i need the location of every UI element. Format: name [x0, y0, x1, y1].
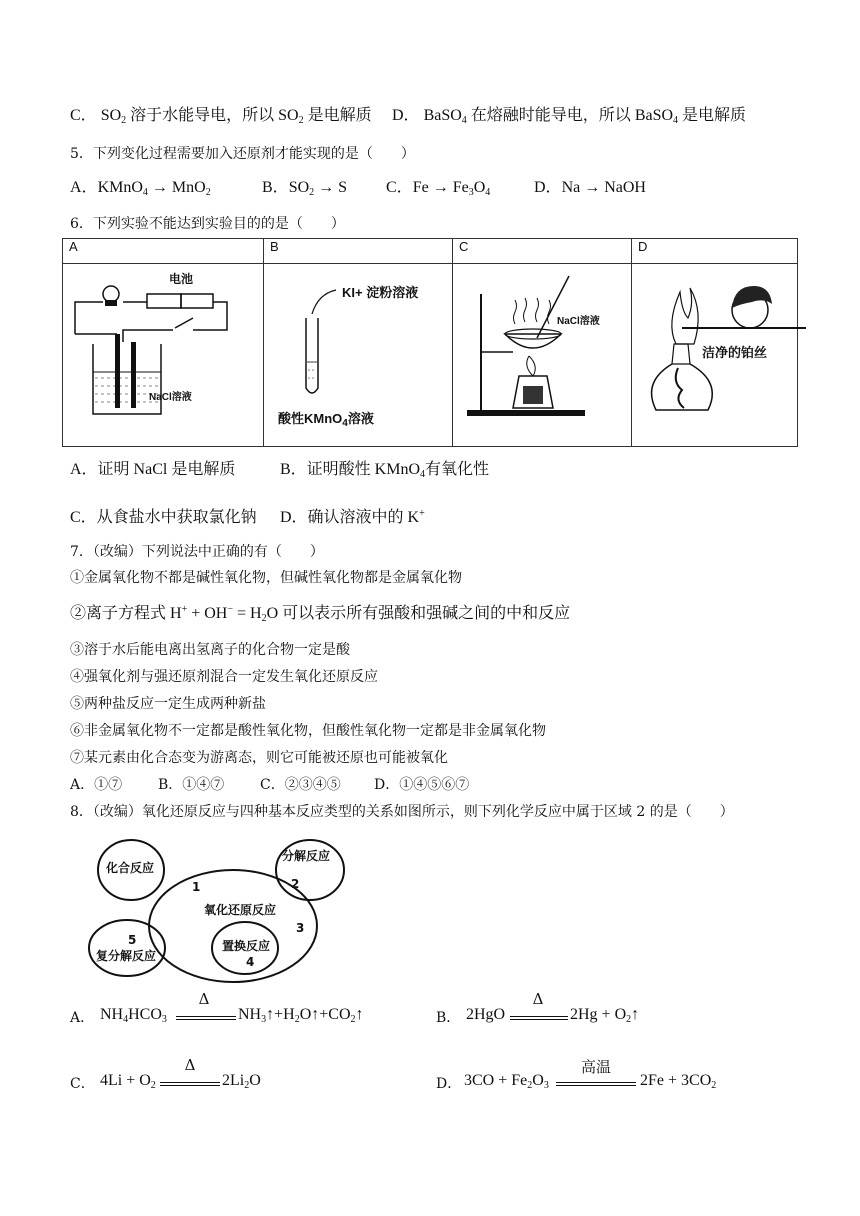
q7-stem: 7．（改编）下列说法中正确的有（ ） — [70, 544, 324, 560]
q8-option-b-products: $2Hg + O_2↑$ — [570, 1006, 640, 1025]
option-text: 是电解质 — [682, 107, 747, 124]
q7-statement-6: ⑥非金属氧化物不一定都是酸性氧化物，但酸性氧化物一定都是非金属氧化物 — [70, 723, 546, 739]
q7-statement-2: ②离子方程式 $H^+ + OH^- = H_2O$ 可以表示所有强酸和强碱之间的中和反应 — [70, 604, 571, 624]
combination-label: 化合反应 — [106, 861, 155, 875]
table-header-a: A — [63, 239, 264, 264]
option-label: B． — [262, 179, 289, 196]
q8-option-b-label: B． — [436, 1010, 461, 1026]
acid-kmno4-tail: 溶液 — [347, 411, 374, 426]
formula-text: BaSO — [634, 107, 674, 124]
acid-kmno4-text: 酸性KMnO — [278, 411, 343, 426]
q6-option-c: C．从食盐水中获取氯化钠 — [70, 509, 257, 526]
figure-cell-b — [264, 264, 453, 447]
ki-starch-label: KI+ 淀粉溶液 — [342, 285, 419, 300]
region-1-number: 1 — [192, 880, 201, 894]
q5-option-d: D．Na → NaOH — [534, 179, 646, 196]
q6-option-d: D．确认溶液中的 K+ — [280, 508, 425, 526]
option-label: C． — [386, 179, 413, 196]
q8-option-a-label: A． — [70, 1010, 95, 1026]
table-header-b: B — [264, 239, 453, 264]
q6-option-b: B．证明酸性 KMnO$_4$有氧化性 — [280, 461, 490, 480]
single-displacement-label: 置换反应 — [222, 939, 271, 953]
q8-option-a-condition: Δ — [198, 990, 210, 1008]
figure-cell-a — [63, 264, 264, 447]
double-displacement-label: 复分解反应 — [96, 949, 157, 963]
q4-option-c: C． $SO_2$ 溶于水能导电，所以 $SO_2$ 是电解质 — [70, 107, 372, 126]
experiment-table — [62, 238, 798, 447]
redox-label: 氧化还原反应 — [204, 903, 277, 917]
q8-option-d-reactants: $3CO + Fe_2O_3$ — [464, 1072, 549, 1091]
q7-option-c: C．②③④⑤ — [260, 777, 341, 793]
q8-option-c-label: C． — [70, 1076, 95, 1092]
option-text: B．证明酸性 KMnO — [280, 461, 421, 478]
option-label: C． — [70, 107, 97, 124]
formula-text: SO — [278, 107, 299, 124]
q6-stem: 6．下列实验不能达到实验目的的是（ ） — [70, 216, 345, 232]
option-label: D． — [534, 179, 562, 196]
evaporation-apparatus — [453, 264, 625, 446]
q8-option-a-equals — [176, 1016, 236, 1020]
q5-options — [70, 178, 646, 198]
option-label: D． — [392, 107, 420, 124]
q8-option-d-condition: 高温 — [580, 1058, 611, 1076]
figure-cell-c — [453, 264, 632, 447]
formula-text: BaSO — [423, 107, 462, 124]
statement-text: 可以表示所有强酸和强碱之间的中和反应 — [282, 605, 571, 622]
platinum-wire-label: 洁净的铂丝 — [702, 345, 768, 360]
q7-option-b: B．①④⑦ — [158, 777, 225, 793]
q8-option-c-equals — [160, 1082, 220, 1086]
option-text: 是电解质 — [307, 107, 372, 124]
q8-option-c-condition: Δ — [184, 1056, 196, 1074]
q7-statement-4: ④强氧化剂与强还原剂混合一定发生氧化还原反应 — [70, 669, 378, 685]
battery-label: 电池 — [169, 272, 194, 286]
q8-option-b-condition: Δ — [532, 990, 544, 1008]
reaction-type-diagram — [86, 836, 366, 986]
q7-option-a: A．①⑦ — [70, 777, 123, 793]
q4-option-d: D． BaSO$_4$ 在熔融时能导电，所以 BaSO$_4$ 是电解质 — [392, 107, 747, 126]
q5-option-b: B．$SO_2 \to S$ — [262, 179, 348, 198]
evap-nacl-label: NaCl溶液 — [557, 316, 600, 327]
table-header-d: D — [632, 239, 798, 264]
q7-statement-7: ⑦某元素由化合态变为游离态，则它可能被还原也可能被氧化 — [70, 750, 448, 766]
conductivity-apparatus — [63, 264, 257, 446]
acid-kmno4-label: 酸性KMnO$_4$溶液 — [278, 411, 374, 429]
q7-statement-5: ⑤两种盐反应一定生成两种新盐 — [70, 696, 266, 712]
q7-option-d: D．①④⑤⑥⑦ — [374, 777, 470, 793]
table-header-c: C — [453, 239, 632, 264]
q7-statement-3: ③溶于水后能电离出氢离子的化合物一定是酸 — [70, 642, 350, 658]
q8-option-a-reactant: $NH_4HCO_3$ — [100, 1006, 167, 1025]
q6-options-row1 — [70, 460, 489, 480]
formula-text: SO — [100, 107, 122, 124]
q8-option-b-equals — [510, 1016, 568, 1020]
q7-options — [70, 775, 469, 795]
option-text: 溶于水能导电，所以 — [130, 107, 275, 124]
q8-option-a-products: $NH_3↑+H_2O↑+CO_2↑$ — [238, 1006, 364, 1025]
q5-option-c: C．$Fe \to Fe_3O_4$ — [386, 179, 491, 198]
option-text: D．确认溶液中的 K — [280, 509, 420, 526]
q8-option-d-equals — [556, 1082, 636, 1086]
q8-option-b-reactant: 2HgO — [466, 1006, 506, 1023]
q5-stem: 5．下列变化过程需要加入还原剂才能实现的是（ ） — [70, 146, 415, 162]
region-3-number: 3 — [296, 921, 305, 935]
figure-cell-d — [632, 264, 798, 447]
q8-option-c-reactants: $4Li + O_2$ — [100, 1072, 156, 1091]
region-4-number: 4 — [246, 955, 255, 969]
q6-options-row2 — [70, 508, 425, 528]
q8-option-d-label: D． — [436, 1076, 462, 1092]
region-5-number: 5 — [128, 933, 137, 947]
q8-stem: 8．（改编）氧化还原反应与四种基本反应类型的关系如图所示，则下列化学反应中属于区域 2 的是（ ） — [70, 804, 734, 820]
region-2-number: 2 — [291, 877, 300, 891]
q8-option-d-products: $2Fe + 3CO_2$ — [640, 1072, 717, 1091]
decomposition-label: 分解反应 — [282, 849, 331, 863]
q6-option-a: A．证明 NaCl 是电解质 — [70, 461, 236, 478]
option-text: 有氧化性 — [425, 461, 490, 478]
q8-option-c-product: $2Li_2O$ — [222, 1072, 261, 1091]
q5-option-a: A．KMnO$_4$ → MnO$_2$ — [70, 179, 211, 198]
option-label: A． — [70, 179, 98, 196]
nacl-solution-label: NaCl溶液 — [149, 392, 192, 403]
statement-text: ②离子方程式 — [70, 605, 167, 622]
q7-statement-1: ①金属氧化物不都是碱性氧化物，但碱性氧化物都是金属氧化物 — [70, 570, 462, 586]
option-text: 在熔融时能导电，所以 — [470, 107, 631, 124]
